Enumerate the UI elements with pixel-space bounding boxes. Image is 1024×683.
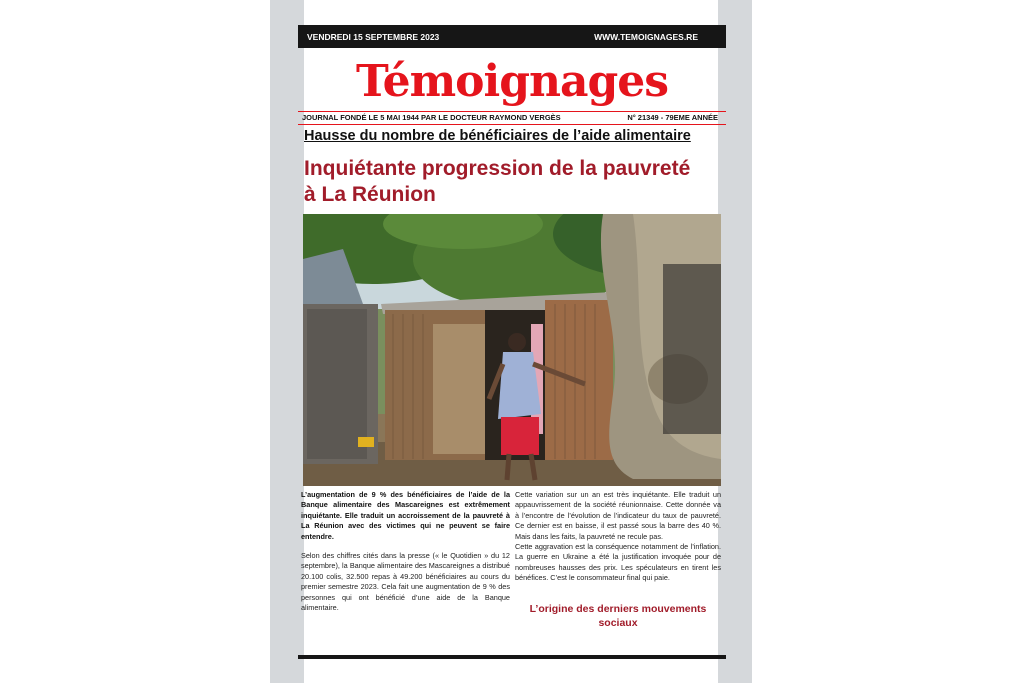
masthead-rule-bottom — [298, 124, 726, 125]
masthead-rule-top — [298, 111, 726, 112]
masthead-logo: Témoignages — [355, 56, 669, 107]
issue-date: VENDREDI 15 SEPTEMBRE 2023 — [307, 32, 440, 42]
section-subheading: L’origine des derniers mouvements sociaux — [529, 603, 707, 629]
founded-line: JOURNAL FONDÉ LE 5 MAI 1944 PAR LE DOCTEUR RAYMOND VERGÈS — [302, 113, 561, 122]
article-photo — [303, 214, 721, 486]
article-paragraph: Cette variation sur un an est très inquiétante. Elle traduit un appauvrissement de la société réunionnaise. Cette donnée va à l’encontre de l’évolution de l’indicateur du taux de pauvreté. Ce dernier est en baisse, il est passé sous la barre des 40 %. Mais dans les faits, la pauvreté ne recule pas. — [515, 490, 721, 541]
article-column-2 — [515, 490, 721, 584]
article-headline — [304, 156, 718, 208]
bottom-bar — [298, 655, 726, 659]
article-lede: L’augmentation de 9 % des bénéficiaires de l’aide de la Banque alimentaire des Mascareignes est extrêmement inquiétante. Elle traduit un accroissement de la pauvreté à La Réunion avec des victimes qui ne peuvent se faire entendre. — [301, 490, 510, 541]
article-paragraph: Cette aggravation est la conséquence notamment de l’inflation. La guerre en Ukraine a été la justification invoquée pour de nombreuses hausses des prix. Les spéculateurs en tirent les bénéfices. C’est le consommateur final qui paie. — [515, 542, 721, 583]
issue-number: N° 21349 - 79EME ANNÉE — [627, 113, 718, 122]
headline-line-1: Inquiétante progression de la pauvreté — [304, 157, 691, 180]
article-paragraph: Selon des chiffres cités dans la presse (« le Quotidien » du 12 septembre), la Banque alimentaire des Mascareignes a distribué 20.100 colis, 32.500 repas à 49.200 bénéficiaires au cours du premier semestre 2023. Cela fait une augmentation de 9 % des personnes qui ont bénéficié d’une aide de la Banque alimentaire. — [301, 551, 510, 613]
article-kicker: Hausse du nombre de bénéficiaires de l’aide alimentaire — [304, 128, 691, 144]
top-bar — [298, 25, 726, 48]
headline-line-2: à La Réunion — [304, 183, 436, 206]
article-column-1 — [301, 490, 510, 613]
website-link[interactable]: WWW.TEMOIGNAGES.RE — [594, 32, 698, 42]
photo-illustration — [303, 214, 721, 486]
